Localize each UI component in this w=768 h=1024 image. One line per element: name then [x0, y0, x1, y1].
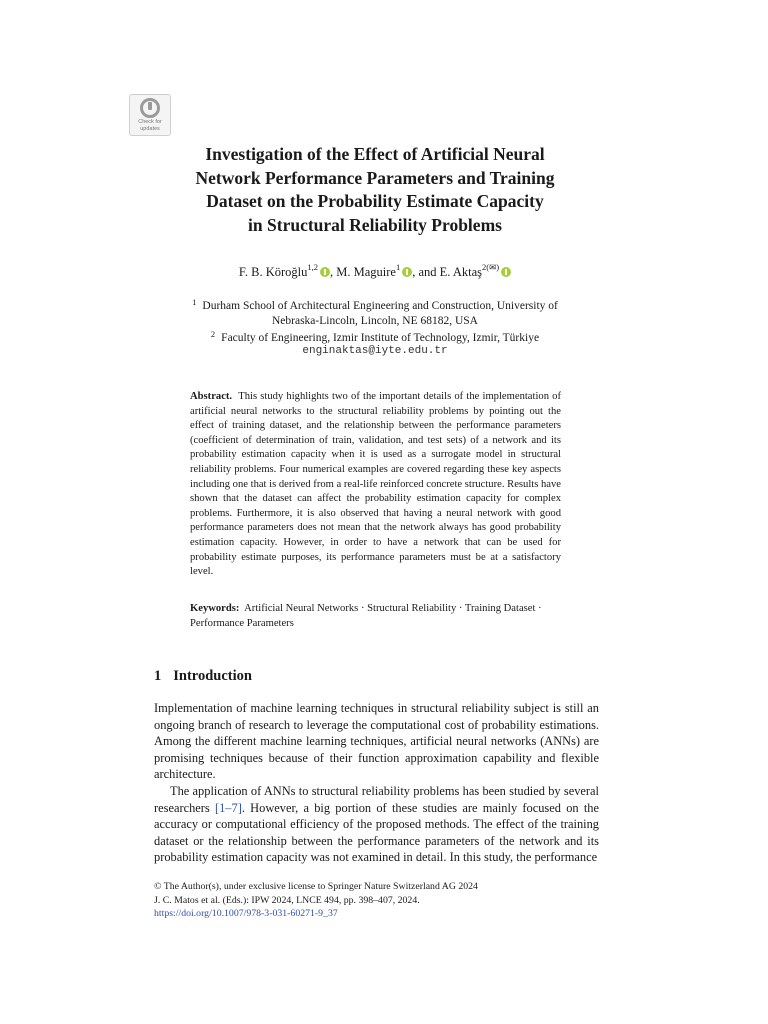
- abstract-text: This study highlights two of the important details of the implementation of artificial neural networks to the structural reliability problems by pointing out the effect of training dataset, and the relationship between the performance parameters (coefficient of determination of train, validation, and test sets) of a network and its probability estimation capacity when it is used as a surrogate model in structural reliability problems. Four numerical examples are covered regarding these key aspects including one that is derived from a real-life reinforced concrete structure. Results have shown that the dataset can affect the probability estimation capacity for complex problems. Furthermore, it is also observed that having a neural network with good performance parameters does not mean that the network always has good probability estimation capacity. However, in order to have a network that can be used for probability estimate purposes, its performance parameters must be at a satisfactory level.: [190, 391, 561, 578]
- orcid-icon[interactable]: [402, 267, 412, 277]
- doi-link[interactable]: https://doi.org/10.1007/978-3-031-60271-9_37: [154, 908, 338, 920]
- crossmark-icon: [140, 98, 160, 118]
- title-line: in Structural Reliability Problems: [248, 214, 502, 235]
- author-list: F. B. Köroğlu$^{1,2}$ , M. Maguire$^1$ , and E. Aktaş$^{2(✉)}$: [150, 265, 600, 280]
- intro-paragraph-1: Implementation of machine learning techniques in structural reliability subject is still an ongoing branch of research to leverage the computational cost of probability estimations. Among the different machine learning techniques, artificial neural networks (ANNs) are promising techniques because of their function approximation capability and flexible architecture.: [154, 701, 599, 782]
- title-line: Dataset on the Probability Estimate Capacity: [206, 191, 544, 211]
- orcid-icon[interactable]: [501, 267, 511, 277]
- citation-link[interactable]: [1–7]: [214, 800, 242, 815]
- section-title: Introduction: [173, 668, 252, 684]
- author-email[interactable]: enginaktas@iyte.edu.tr: [302, 345, 448, 357]
- badge-line-1: Check for: [138, 119, 162, 125]
- copyright-notice: © The Author(s), under exclusive license to Springer Nature Switzerland AG 2024: [154, 881, 478, 892]
- paper-title: [150, 143, 600, 237]
- title-line: Investigation of the Effect of Artificial Neural: [205, 144, 545, 164]
- title-line: Network Performance Parameters and Training: [195, 167, 555, 188]
- orcid-icon[interactable]: [320, 267, 330, 277]
- author-name: E. Aktaş: [439, 265, 483, 279]
- author-affil-sup: 1,2: [307, 262, 318, 272]
- affiliation-line: Faculty of Engineering, Izmir Institute of Technology, Izmir, Türkiye: [221, 332, 540, 344]
- author-and: and: [418, 265, 437, 279]
- intro-paragraph-2: [154, 783, 599, 866]
- keywords-label: Keywords:: [190, 603, 240, 614]
- affiliation-number: 2: [210, 329, 216, 339]
- section-number: 1: [154, 668, 162, 684]
- abstract: [190, 390, 561, 580]
- check-for-updates-badge[interactable]: [129, 94, 171, 136]
- keywords-text: Artificial Neural Networks · Structural Reliability · Training Dataset · Performance Parameters: [190, 603, 542, 629]
- affiliation-line: Durham School of Architectural Engineering and Construction, University of: [202, 300, 558, 312]
- affiliation-line: Nebraska-Lincoln, Lincoln, NE 68182, USA: [271, 315, 478, 327]
- author-name: F. B. Köroğlu: [238, 265, 308, 279]
- author-affil-sup: 1: [395, 262, 401, 272]
- paragraph-text: . However, a big portion of these studies are mainly focused on the accuracy or computational efficiency of the proposed methods. The effect of the training dataset or the relationship between the performance parameters of the network and its probability estimation capacity was not examined in detail. In this study, the performance: [154, 800, 599, 865]
- badge-line-2: updates: [140, 126, 160, 132]
- citation-info: J. C. Matos et al. (Eds.): IPW 2024, LNCE 494, pp. 398–407, 2024.: [154, 894, 420, 906]
- affiliation-1: [150, 295, 600, 329]
- page-footer: [154, 880, 478, 921]
- author-name: M. Maguire: [336, 265, 396, 279]
- paragraph-text: The application of ANNs to structural reliability problems has been studied by several researchers: [154, 784, 599, 815]
- author-affil-sup: 2(✉): [482, 262, 500, 272]
- affiliation-number: 1: [192, 297, 197, 307]
- abstract-label: Abstract.: [190, 391, 233, 402]
- keywords: [190, 602, 561, 631]
- section-heading: [154, 668, 252, 685]
